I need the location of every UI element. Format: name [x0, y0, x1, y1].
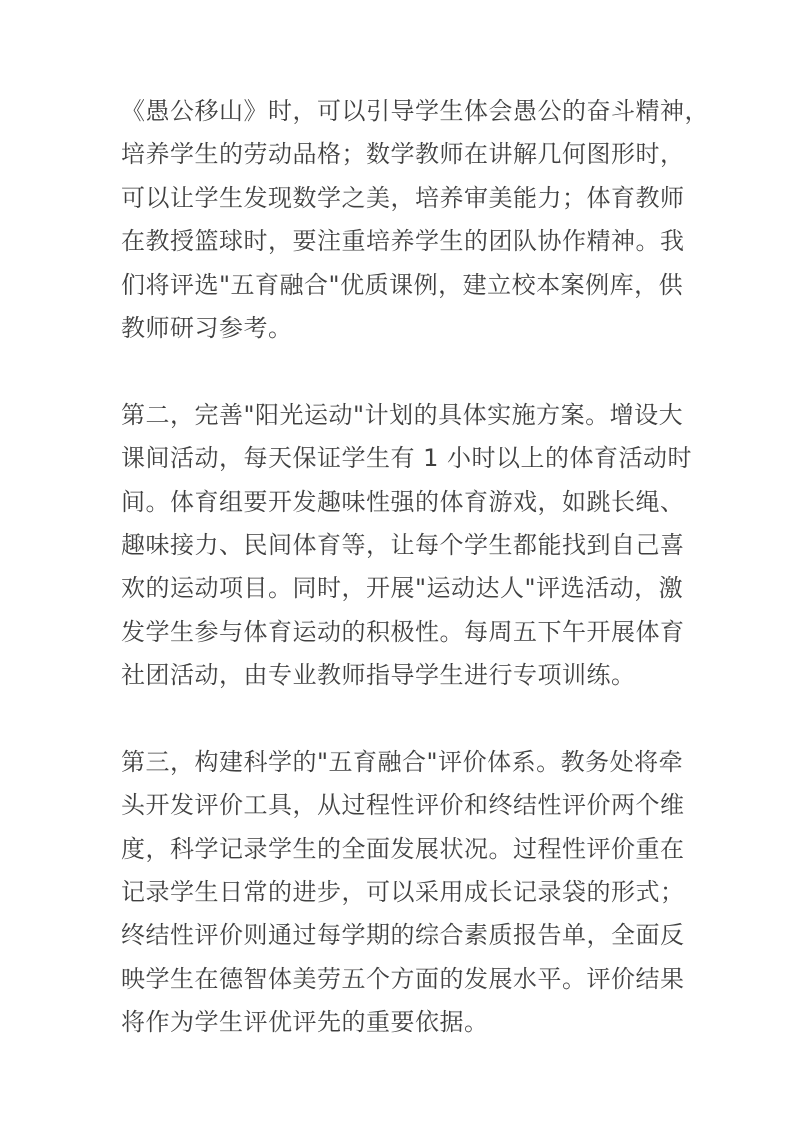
text-line: 教师研习参考。: [121, 313, 293, 342]
text-line: 间。体育组要开发趣味性强的体育游戏，如跳长绳、: [121, 487, 685, 516]
text-line: 记录学生日常的进步，可以采用成长记录袋的形式；: [121, 878, 685, 907]
text-line: 趣味接力、民间体育等，让每个学生都能找到自己喜: [121, 530, 685, 559]
text-line: 欢的运动项目。同时，开展"运动达人"评选活动，激: [121, 574, 684, 603]
text-line: 度，科学记录学生的全面发展状况。过程性评价重在: [121, 834, 685, 863]
text-line: 第三，构建科学的"五育融合"评价体系。教务处将牵: [121, 747, 684, 776]
text-line: 头开发评价工具，从过程性评价和终结性评价两个维: [121, 791, 685, 820]
text-line: 们将评选"五育融合"优质课例，建立校本案例库，供: [121, 270, 684, 299]
paragraph: [121, 741, 685, 1045]
text-line: 《愚公移山》时，可以引导学生体会愚公的奋斗精神，: [121, 97, 709, 125]
text-block: [121, 90, 709, 1045]
text-line: 映学生在德智体美劳五个方面的发展水平。评价结果: [121, 964, 685, 993]
text-line: 培养学生的劳动品格；数学教师在讲解几何图形时，: [121, 140, 685, 169]
text-line: 发学生参与体育运动的积极性。每周五下午开展体育: [121, 617, 685, 646]
text-line: 第二，完善"阳光运动"计划的具体实施方案。增设大: [121, 400, 684, 429]
text-line: 终结性评价则通过每学期的综合素质报告单，全面反: [121, 921, 685, 950]
text-line: 社团活动，由专业教师指导学生进行专项训练。: [121, 661, 636, 690]
paragraph: [121, 90, 709, 350]
text-line: 课间活动，每天保证学生有 1 小时以上的体育活动时: [121, 444, 693, 473]
paragraph: [121, 394, 693, 698]
text-line: 可以让学生发现数学之美，培养审美能力；体育教师: [121, 183, 685, 212]
text-line: 在教授篮球时，要注重培养学生的团队协作精神。我: [121, 227, 685, 256]
text-line: 将作为学生评优评先的重要依据。: [121, 1008, 489, 1037]
